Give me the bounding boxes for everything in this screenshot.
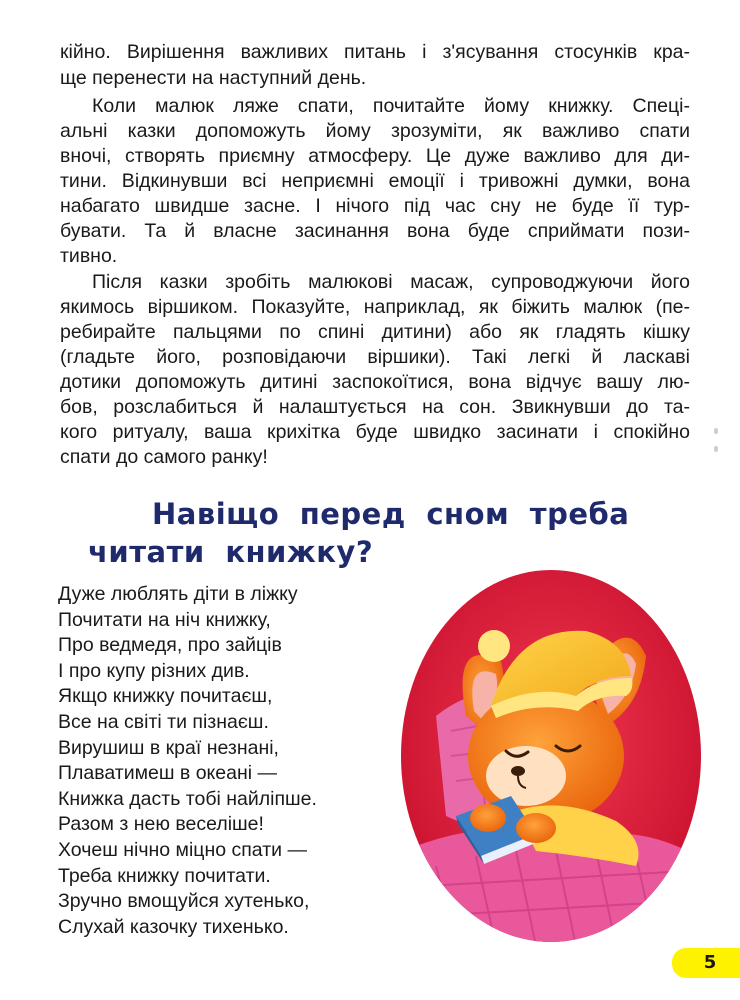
poem-line: Дуже люблять діти в ліжку (58, 583, 298, 605)
paragraph-3-line-2: якимось віршиком. Показуйте, наприклад, як біжить малюк (пе- (60, 296, 690, 318)
scan-mark (714, 428, 718, 434)
poem-line: І про купу різних див. (58, 659, 250, 682)
paragraph-3-line-1: Після казки зробіть малюкові масаж, супроводжуючи його (92, 271, 690, 293)
page-number-badge: 5 (672, 948, 740, 978)
scan-mark (714, 446, 718, 452)
poem-line: Слухай казочку тихенько. (58, 915, 289, 938)
poem-line: Разом з нею веселіше! (58, 813, 264, 836)
poem-line: Почитати на ніч книжку, (58, 608, 271, 631)
sleeping-fox-icon (396, 566, 706, 946)
paragraph-2-line-6: бувати. Та й власне засинання вона буде сприймати пози- (60, 220, 690, 242)
paragraph-2-line-3: вночі, створять приємну атмосферу. Це дуже важливо для ди- (60, 145, 690, 167)
paragraph-3-line-3: ребирайте пальцями по спині дитини) або як гладять кішку (60, 321, 690, 343)
poem-line: Книжка дасть тобі найліпше. (58, 787, 317, 810)
poem-line: Вирушиш в краї незнані, (58, 736, 279, 759)
paragraph-3-line-4: (гладьте його, розповідаючи віршики). Такі легкі й ласкаві (60, 346, 690, 368)
poem-line: Якщо книжку почитаєш, (58, 685, 273, 708)
poem-line: Треба книжку почитати. (58, 864, 271, 887)
paragraph-2-line-7: тивно. (60, 245, 118, 267)
paragraph-3-line-8: спати до самого ранку! (60, 446, 268, 468)
section-heading-line-2: читати книжку? (88, 535, 374, 569)
poem-line: Все на світі ти пізнаєш. (58, 710, 269, 733)
paragraph-1-line-1: кійно. Вирішення важливих питань і з'ясування стосунків кра- (60, 41, 690, 63)
paragraph-3-line-6: бов, розслабиться й налаштується на сон. Звикнувши до та- (60, 396, 690, 418)
sleeping-fox-illustration (396, 566, 706, 946)
poem-line: Хочеш нічно міцно спати — (58, 838, 307, 861)
poem (58, 582, 378, 940)
paragraph-3-line-5: дотики допоможуть дитині заспокоїтися, вона відчує вашу лю- (60, 371, 690, 393)
paragraph-2-line-5: набагато швидше засне. І нічого під час сну не буде її тур- (60, 195, 690, 217)
poem-line: Зручно вмощуйся хутенько, (58, 890, 310, 913)
section-heading-line-1: Навіщо перед сном треба (152, 497, 630, 531)
paragraph-1-line-2: ще перенести на наступний день. (60, 67, 367, 89)
paragraph-2-line-4: тини. Відкинувши всі неприємні емоції і тривожні думки, вона (60, 170, 690, 192)
poem-line: Плаватимеш в океані — (58, 762, 278, 785)
paragraph-2-line-1: Коли малюк ляже спати, почитайте йому книжку. Спеці- (92, 95, 690, 117)
poem-line: Про ведмедя, про зайців (58, 634, 282, 657)
paragraph-2-line-2: альні казки допоможуть йому зрозуміти, як важливо спати (60, 120, 690, 142)
paragraph-3-line-7: кого ритуалу, ваша крихітка буде швидко засинати і спокійно (60, 421, 690, 443)
